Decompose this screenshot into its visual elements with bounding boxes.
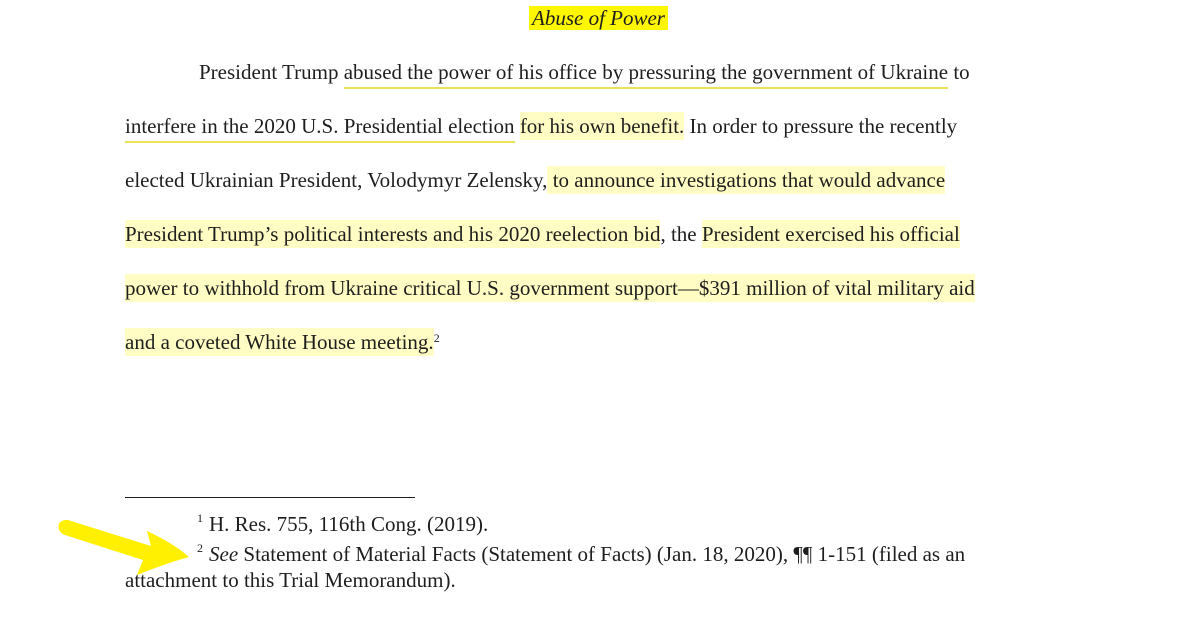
paragraph-line-1 (199, 58, 970, 86)
footnote-text: Statement of Material Facts (Statement of Facts) (Jan. 18, 2020), ¶¶ 1-151 (filed as an (238, 542, 966, 566)
arrow-right-icon (55, 513, 195, 583)
footnote-ref: 2 (433, 331, 440, 345)
paragraph-line-4 (125, 220, 960, 248)
footnote-divider (125, 497, 415, 498)
paragraph-line-3 (125, 166, 945, 194)
footnote-text: H. Res. 755, 116th Cong. (2019). (209, 512, 489, 536)
text-run: elected Ukrainian President, Volodymyr Zelensky, (125, 168, 548, 192)
highlighted-text: President exercised his official (701, 222, 960, 246)
underlined-text: interfere in the 2020 U.S. Presidential election (125, 114, 515, 143)
paragraph-line-2 (125, 112, 957, 140)
highlighted-text: for his own benefit. (519, 114, 685, 138)
text-run: President Trump (199, 60, 344, 84)
section-heading (529, 5, 668, 32)
footnote-text: attachment to this Trial Memorandum). (125, 568, 456, 592)
text-run: In order to pressure the recently (684, 114, 958, 138)
highlighted-text: President Trump’s political interests and his 2020 reelection bid (125, 222, 661, 246)
footnote-1 (197, 511, 488, 537)
text-run: , the (660, 222, 702, 246)
footnote-signal: See (209, 542, 239, 566)
footnote-marker: 1 (197, 511, 203, 525)
text-run: to (948, 60, 970, 84)
heading-text: Abuse of Power (529, 6, 668, 30)
footnote-2 (197, 541, 965, 567)
highlighted-text: power to withhold from Ukraine critical U.S. government support—$391 million of vital military aid (125, 276, 975, 300)
paragraph-line-5 (125, 274, 975, 302)
paragraph-line-6 (125, 328, 440, 356)
highlighted-text: to announce investigations that would advance (547, 168, 946, 192)
footnote-marker: 2 (197, 541, 203, 555)
highlighted-text: and a coveted White House meeting. (125, 330, 434, 354)
underlined-text: abused the power of his office by pressuring the government of Ukraine (344, 60, 948, 89)
